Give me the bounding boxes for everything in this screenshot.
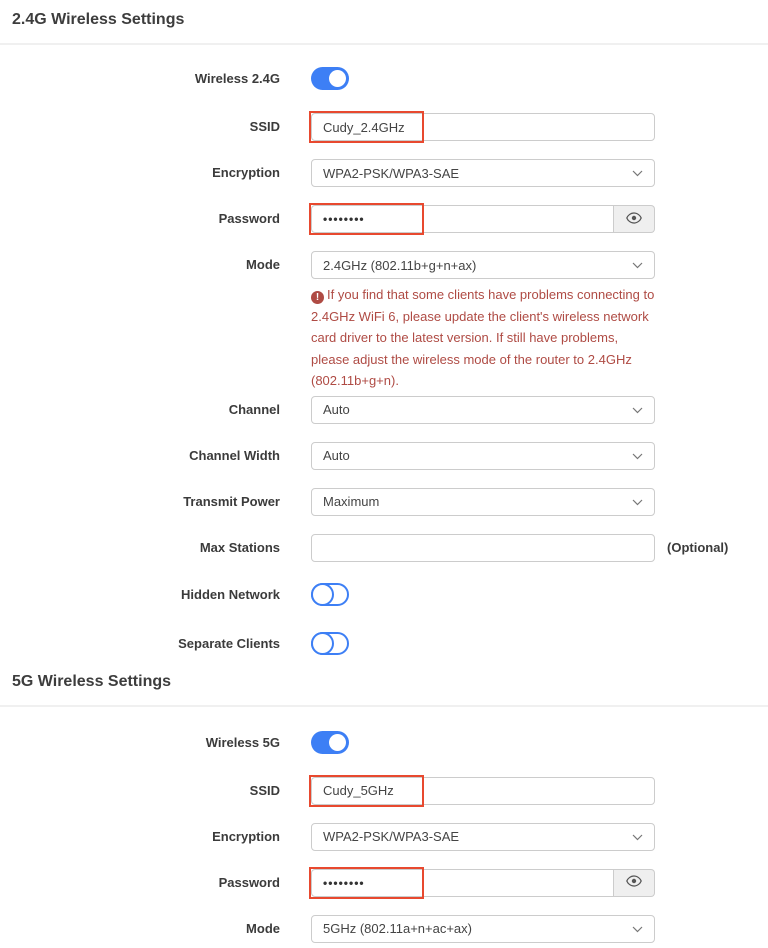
toggle-knob bbox=[311, 632, 334, 655]
toggle-knob bbox=[311, 583, 334, 606]
max-stations-input[interactable] bbox=[311, 534, 655, 562]
section-heading-2-4g: 2.4G Wireless Settings bbox=[12, 11, 185, 28]
chevron-down-icon bbox=[632, 834, 643, 841]
password-5g-label: Password bbox=[218, 874, 280, 890]
channel-select[interactable]: Auto bbox=[311, 396, 655, 424]
wireless-2-4g-label: Wireless 2.4G bbox=[194, 71, 280, 86]
mode-warning-text: If you find that some clients have problems connecting to 2.4GHz WiFi 6, please update the client's wireless network card driver to the latest version. If still have problems, please adjust the wireless mode of the router to 2.4GHz (802.11b+g+n). bbox=[311, 287, 655, 388]
chevron-down-icon bbox=[632, 453, 643, 460]
form-5g bbox=[0, 707, 768, 943]
toggle-knob bbox=[329, 734, 346, 751]
channel-label: Channel bbox=[228, 401, 280, 417]
mode-label: Mode bbox=[246, 257, 280, 272]
password-5g-visibility-button[interactable] bbox=[614, 869, 655, 897]
password-visibility-button[interactable] bbox=[614, 205, 655, 233]
max-stations-label: Max Stations bbox=[199, 539, 280, 555]
warning-icon: ! bbox=[311, 291, 324, 304]
section-heading-5g: 5G Wireless Settings bbox=[12, 672, 172, 690]
mode-5g-select[interactable]: 5GHz (802.11a+n+ac+ax) bbox=[311, 915, 655, 943]
password-label: Password bbox=[218, 211, 280, 226]
toggle-knob bbox=[329, 70, 346, 87]
encryption-5g-label: Encryption bbox=[212, 828, 280, 844]
chevron-down-icon bbox=[632, 170, 643, 177]
ssid-5g-label: SSID bbox=[249, 782, 280, 798]
eye-icon bbox=[626, 212, 642, 227]
optional-hint: (Optional) bbox=[667, 539, 729, 555]
hidden-network-toggle[interactable] bbox=[311, 583, 349, 606]
wireless-5g-label: Wireless 5G bbox=[205, 734, 280, 750]
wireless-5g-toggle[interactable] bbox=[311, 731, 349, 754]
password-input[interactable]: •••••••• bbox=[311, 205, 614, 233]
transmit-power-label: Transmit Power bbox=[183, 493, 280, 509]
chevron-down-icon bbox=[632, 407, 643, 414]
encryption-5g-select[interactable]: WPA2-PSK/WPA3-SAE bbox=[311, 823, 655, 851]
channel-width-select[interactable]: Auto bbox=[311, 442, 655, 470]
separate-clients-toggle[interactable] bbox=[311, 632, 349, 655]
mode-warning-note bbox=[311, 284, 657, 392]
ssid-input[interactable] bbox=[311, 113, 655, 141]
channel-width-label: Channel Width bbox=[189, 447, 280, 463]
hidden-network-label: Hidden Network bbox=[181, 586, 280, 602]
chevron-down-icon bbox=[632, 926, 643, 933]
chevron-down-icon bbox=[632, 262, 643, 269]
mode-5g-label: Mode bbox=[246, 920, 280, 936]
eye-icon bbox=[626, 875, 642, 890]
encryption-select[interactable]: WPA2-PSK/WPA3-SAE bbox=[311, 159, 655, 187]
wireless-2-4g-toggle[interactable] bbox=[311, 67, 349, 90]
mode-select[interactable]: 2.4GHz (802.11b+g+n+ax) bbox=[311, 251, 655, 279]
chevron-down-icon bbox=[632, 499, 643, 506]
separate-clients-label: Separate Clients bbox=[178, 635, 280, 651]
ssid-5g-input[interactable] bbox=[311, 777, 655, 805]
encryption-label: Encryption bbox=[212, 165, 280, 180]
ssid-label: SSID bbox=[249, 119, 280, 134]
transmit-power-select[interactable]: Maximum bbox=[311, 488, 655, 516]
password-5g-input[interactable]: •••••••• bbox=[311, 869, 614, 897]
form-2-4g bbox=[0, 45, 768, 660]
